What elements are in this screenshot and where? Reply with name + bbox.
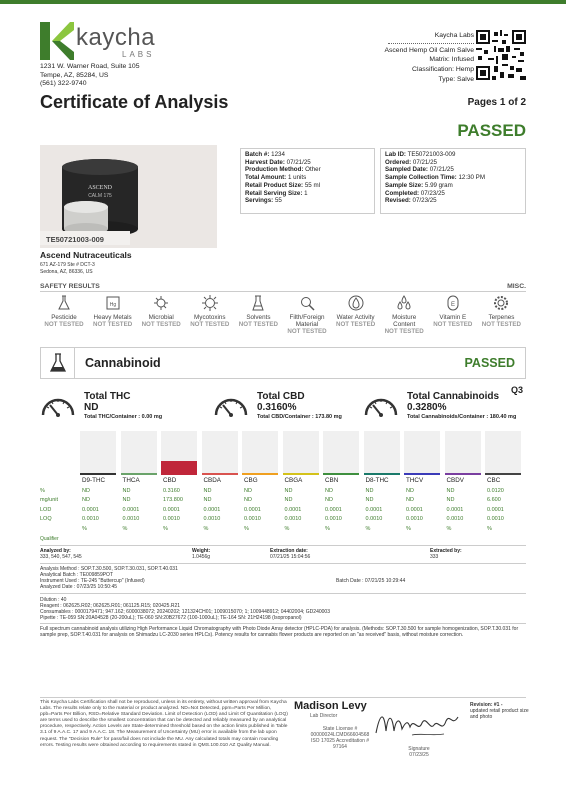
microbe-icon — [152, 294, 170, 312]
info-key: Production Method: — [245, 166, 304, 174]
safety-item-status: NOT TESTED — [92, 321, 133, 328]
safety-item — [331, 294, 381, 328]
sample-label: TE50721003-009 — [46, 235, 104, 244]
info-row — [245, 166, 370, 174]
signer-name: Madison Levy — [294, 700, 367, 712]
bar-cbdv — [445, 431, 481, 475]
table-column-header: CBGA — [284, 477, 303, 484]
bar-base — [364, 473, 400, 475]
table-cell: 0.0010 — [284, 516, 302, 523]
info-row — [245, 159, 370, 167]
svg-text:Hg: Hg — [109, 302, 116, 308]
beaker-icon — [249, 294, 267, 312]
table-cell: % — [406, 525, 411, 532]
table-cell: ND — [446, 497, 455, 504]
info-value: 07/21/25 — [286, 158, 311, 166]
dilution: Dilution : 40 — [40, 597, 67, 603]
bar-d8-thc — [364, 431, 400, 475]
safety-item-name: Microbial — [148, 314, 174, 321]
divider — [40, 291, 526, 292]
lab-address — [40, 63, 140, 89]
safety-heading: SAFETY RESULTS — [40, 283, 100, 290]
logo-wordmark: kaycha — [76, 24, 156, 51]
batch-date: Batch Date : 07/21/25 10:29:44 — [336, 578, 406, 584]
table-cell: ND — [122, 497, 131, 504]
bar-base — [323, 473, 359, 475]
info-row — [385, 190, 521, 198]
analyzed-by — [40, 548, 82, 560]
table-column-header: D9-THC — [82, 477, 106, 484]
weight-label: Weight: — [192, 548, 211, 554]
table-column-header: CBG — [244, 477, 258, 484]
analyzed-date: Analyzed Date : 07/23/25 10:50:45 — [40, 584, 118, 590]
safety-item-name: Filth/Foreign Material — [289, 314, 325, 328]
info-value: 1 — [304, 189, 308, 197]
drop-icon — [347, 294, 365, 312]
safety-item-status: NOT TESTED — [287, 328, 327, 335]
table-cell: 0.0001 — [487, 506, 504, 513]
product-jar-image — [40, 145, 217, 248]
bar-base — [161, 473, 197, 475]
weight-value: 1.0456g — [192, 554, 211, 560]
iso-label: ISO 17025 Accreditation # — [310, 738, 370, 745]
info-row — [245, 174, 370, 182]
table-cell: ND — [325, 488, 333, 494]
table-cell: 0.0010 — [406, 516, 423, 523]
quarter-label: Q3 — [511, 385, 524, 395]
info-value: 55 — [274, 197, 282, 205]
gauge-icon — [40, 393, 76, 419]
bar-d9-thc — [80, 431, 116, 475]
extracted-by — [430, 548, 462, 560]
total-value: 0.3280% — [407, 402, 447, 413]
info-value: 07/21/25 — [429, 166, 454, 174]
analytical-batch: Analytical Batch : TE009859POT — [40, 572, 114, 578]
safety-item — [136, 294, 186, 328]
info-key: Completed: — [385, 189, 420, 197]
table-cell: % — [82, 525, 87, 532]
cannabinoid-header — [40, 347, 526, 379]
table-cell: 6.600 — [487, 497, 501, 504]
total-label — [407, 391, 499, 413]
table-cell: % — [122, 525, 128, 532]
safety-item-name: Pesticide — [51, 314, 77, 321]
info-value: 12:30 PM — [458, 174, 485, 182]
instrument-used: Instrument Used : TE-245 "Buttercup" (Infused) — [40, 578, 145, 584]
revision-note — [470, 702, 530, 720]
reagent: Reagent : 062625.R02; 062625.R01; 061125.R15; 020425.R21 — [40, 603, 181, 609]
table-column-header: THCA — [122, 477, 140, 484]
info-row — [245, 190, 370, 198]
table-cell: 0.0010 — [244, 516, 261, 523]
magnifier-icon — [298, 294, 316, 312]
manufacturer-address-line: 671 AZ-179 Ste # DCT-3 — [40, 262, 95, 268]
lab-info-box — [380, 148, 526, 214]
table-cell: 0.3160 — [163, 488, 180, 494]
lab-address-line: Tempe, AZ, 85284, US — [40, 71, 109, 79]
table-cell: % — [284, 525, 290, 532]
total-label — [257, 391, 305, 413]
table-column-header: THCV — [406, 477, 424, 484]
bar-base — [485, 473, 521, 475]
jar-brand-text: ASCEND — [87, 185, 113, 191]
extracted-by-label: Extracted by: — [430, 548, 462, 554]
lab-phone: (561) 322-9740 — [40, 80, 87, 87]
safety-item — [88, 294, 138, 328]
safety-item-status: NOT TESTED — [44, 321, 84, 328]
info-row — [385, 166, 521, 174]
capsule-icon — [444, 294, 462, 312]
product-matrix: Matrix: Infused — [429, 56, 474, 64]
table-cell: 0.0010 — [122, 516, 140, 523]
info-key: Sampled Date: — [385, 166, 428, 174]
bar-base — [202, 473, 238, 475]
bar-cbd — [161, 431, 197, 475]
table-cell: 0.0001 — [406, 506, 423, 513]
bar-cbga — [283, 431, 319, 475]
table-row-label: mg/unit — [40, 497, 59, 504]
analysis-method: Analysis Method : SOP.T.30.500, SOP.T.30.031, SOP.T.40.031 — [40, 566, 178, 572]
info-row — [245, 197, 370, 205]
table-header-row — [40, 477, 526, 485]
info-row — [385, 159, 521, 167]
table-cell: 0.0001 — [446, 506, 464, 513]
table-cell: ND — [284, 488, 293, 494]
revision-title: Revision: #1 - — [470, 702, 503, 708]
table-cell: 0.0001 — [284, 506, 302, 513]
safety-item — [476, 294, 526, 328]
table-cell: ND — [82, 497, 90, 504]
info-row — [245, 151, 370, 159]
table-cell: ND — [406, 488, 414, 494]
total-value: ND — [84, 402, 99, 413]
gear-icon — [492, 294, 510, 312]
logo-mark-icon — [40, 22, 74, 60]
table-column-header: CBN — [325, 477, 339, 484]
table-row — [40, 488, 526, 496]
iso-number: 97164 — [333, 744, 347, 751]
table-cell: 0.0001 — [244, 506, 261, 513]
cannabinoid-title: Cannabinoid — [85, 356, 161, 370]
total-name: Total CBD — [257, 391, 305, 402]
total-per-container: Total THC/Container : 0.00 mg — [84, 414, 163, 420]
table-cell: ND — [406, 497, 414, 504]
info-value: 5.99 gram — [424, 181, 453, 189]
client-info — [384, 31, 474, 85]
divider — [40, 563, 526, 564]
info-row — [385, 151, 521, 159]
table-cell: % — [487, 525, 492, 532]
safety-item-status: NOT TESTED — [384, 328, 424, 335]
info-key: Total Amount: — [245, 174, 287, 182]
bar-base — [242, 473, 278, 475]
flask-icon-box — [41, 348, 75, 378]
table-row-label: LOQ — [40, 516, 52, 523]
qr-code-icon[interactable] — [476, 30, 526, 80]
table-cell: ND — [82, 488, 90, 494]
bar-base — [283, 473, 319, 475]
analyzed-by-value: 333, 540, 547, 545 — [40, 554, 82, 560]
table-cell: 0.0010 — [163, 516, 180, 523]
lab-address-line: 1231 W. Warner Road, Suite 105 — [40, 63, 140, 70]
info-key: Retail Product Size: — [245, 181, 304, 189]
bar-cbc — [485, 431, 521, 475]
table-column-header: CBDA — [203, 477, 221, 484]
safety-results — [40, 294, 526, 344]
table-column-header: CBC — [487, 477, 501, 484]
safety-item-status: NOT TESTED — [335, 321, 376, 328]
table-row — [40, 526, 526, 534]
extracted-by-value: 333 — [430, 554, 439, 560]
safety-item — [428, 294, 478, 328]
total-label — [84, 391, 130, 413]
table-cell: % — [325, 525, 330, 532]
table-cell: 0.0001 — [122, 506, 140, 513]
disclaimer: This Kaycha Labs Certification shall not be reproduced, unless in its entirety, without written approval from Kaycha Labs. The results relate only to the material or product analyzed. ND=Not Detected, ppm=Parts Per Million, ppb=Parts Per Billion, RSD=Relative Standard Deviation. Limit of Detection (LOD) and Limit Of Quantitation (LOQ) are terms used to describe the smallest concentration that can be detected and reliably measured by an analytical procedure, respectively. Action Levels are State-determined threshold based on the action limits published in Table 3.1 of 9 A.A.C. 17 and 9 A.A.C. 18. The Measurement of Uncertainty (MU) error is available from the lab upon request. The "Decision Rule" for pass/fail does not include the MU. Any calculated totals may contain rounding errors. Testing results were obtained according to requirements stated in QMS.100.010 AZ Quality Manual. — [40, 700, 288, 748]
kaycha-logo — [40, 22, 156, 62]
table-cell: ND — [203, 488, 212, 494]
signature-image — [372, 703, 462, 743]
total-per-container: Total CBD/Container : 173.80 mg — [257, 414, 342, 420]
signature-block — [404, 746, 434, 758]
info-value: 55 ml — [304, 181, 320, 189]
safety-item — [282, 294, 332, 335]
cannabinoid-bar-chart — [80, 431, 526, 475]
batch-info-box — [240, 148, 375, 214]
table-cell: ND — [244, 488, 252, 494]
gauge-icon — [363, 393, 399, 419]
extraction-date-label: Extraction date: — [270, 548, 308, 554]
product-type: Type: Salve — [438, 75, 474, 83]
manufacturer-address — [40, 262, 95, 275]
table-cell: ND — [446, 488, 455, 494]
table-cell: 0.0001 — [203, 506, 221, 513]
info-value: TE50721003-009 — [407, 151, 456, 158]
consumables: Consumables : 0000179471; 947.162; 6000038072; 20240202; 121324CH01; 1009015070; 1; 1009448912; 04402004; GD240003 — [40, 609, 330, 615]
gauge-icon — [213, 393, 249, 419]
client-lab-name: Kaycha Labs — [434, 32, 474, 39]
product-classification: Classification: Hemp — [412, 66, 474, 74]
qualifier-label: Qualifier — [40, 536, 59, 542]
info-value: 07/21/25 — [412, 158, 437, 166]
jar-product-text: CALM 175 — [88, 193, 112, 199]
table-cell: 0.0001 — [365, 506, 383, 513]
safety-item-name: Heavy Metals — [93, 314, 132, 321]
table-row — [40, 516, 526, 524]
virus-icon — [201, 294, 219, 312]
bar-thcv — [404, 431, 440, 475]
bar-thca — [121, 431, 157, 475]
bar-cbn — [323, 431, 359, 475]
revision-text: updated retail product size and photo — [470, 708, 529, 720]
product-photo — [40, 145, 217, 248]
method-note: Full spectrum cannabinoid analysis utilizing High Performance Liquid Chromatography with Photo Diode Array detector (HPLC-PDA) for analysis. (Methods: SOP.T.30.500 for sample homogenization, SOP.T.30.031 for sample prep, SOP.T.40.031 for analysis on Shimadzu LC-2030 series HPLCs). Potency results for cannabis flower products are reported on an "as received" basis, without moisture correction. — [40, 626, 519, 638]
safety-item — [185, 294, 235, 328]
table-cell: 173.800 — [163, 497, 183, 504]
manufacturer-address-line: Sedona, AZ, 86336, US — [40, 268, 93, 275]
logo-sub: LABS — [122, 50, 155, 59]
safety-item-name: Solvents — [246, 314, 271, 321]
safety-item — [379, 294, 429, 335]
table-row — [40, 497, 526, 505]
metal-icon — [104, 294, 122, 312]
table-column-header: CBD — [163, 477, 177, 484]
safety-item-status: NOT TESTED — [433, 321, 473, 328]
safety-item-status: NOT TESTED — [190, 321, 230, 328]
table-cell: % — [365, 525, 371, 532]
total-name: Total THC — [84, 391, 131, 402]
drops-icon — [395, 294, 413, 312]
signature-date: 07/23/25 — [409, 752, 429, 758]
safety-item-name: Water Activity — [336, 314, 375, 321]
bar-base — [80, 473, 116, 475]
extraction-date-value: 07/21/25 15:04:56 — [270, 554, 311, 560]
safety-item-status: NOT TESTED — [238, 321, 278, 328]
safety-item — [233, 294, 283, 328]
info-row — [385, 174, 521, 182]
safety-item-status: NOT TESTED — [481, 321, 521, 328]
table-column-header: CBDV — [446, 477, 464, 484]
info-value: 07/23/25 — [420, 189, 445, 197]
weight — [192, 548, 210, 560]
safety-item — [39, 294, 89, 328]
table-cell: % — [244, 525, 249, 532]
safety-item-status: NOT TESTED — [141, 321, 181, 328]
table-cell: 0.0010 — [82, 516, 99, 523]
table-cell: 0.0010 — [203, 516, 221, 523]
info-key: Revised: — [385, 197, 411, 205]
total-name: Total Cannabinoids — [407, 391, 500, 402]
table-cell: 0.0010 — [446, 516, 464, 523]
table-row — [40, 507, 526, 515]
cannabinoid-status: PASSED — [464, 356, 515, 370]
misc-heading: MISC. — [507, 283, 526, 290]
signature-label: Signature — [408, 746, 430, 752]
table-cell: ND — [122, 488, 131, 494]
info-key: Retail Serving Size: — [245, 189, 303, 197]
pipette: Pipette : TE-059 SN:20A04528 (20-200uL); TE-060 SN:20B27672 (100-1000uL); TE-164 SN: 21H24198 (Isopropanol) — [40, 615, 302, 621]
info-value: Other — [305, 166, 321, 174]
page-title: Certificate of Analysis — [40, 92, 229, 112]
info-row — [385, 197, 521, 205]
total-per-container: Total Cannabinoids/Container : 180.40 mg — [407, 414, 517, 420]
info-value: 1234 — [271, 151, 285, 158]
info-key: Harvest Date: — [245, 158, 285, 166]
info-key: Sample Collection Time: — [385, 174, 457, 182]
top-accent-bar — [0, 0, 566, 4]
bar-base — [445, 473, 481, 475]
overall-status-badge: PASSED — [457, 121, 526, 140]
table-column-header: D8-THC — [365, 477, 389, 484]
divider — [40, 593, 526, 594]
license-number: 00000024LCMD66604568 — [310, 732, 370, 739]
table-cell: 0.0001 — [163, 506, 180, 513]
safety-item-name: Vitamin E — [439, 314, 467, 321]
extraction-date — [270, 548, 310, 560]
info-value: 07/23/25 — [412, 197, 437, 205]
bar-cbda — [202, 431, 238, 475]
info-value: 1 units — [287, 174, 307, 182]
table-cell: ND — [244, 497, 252, 504]
table-cell: ND — [203, 497, 212, 504]
divider — [388, 43, 474, 44]
info-row — [385, 182, 521, 190]
safety-item-name: Terpenes — [488, 314, 515, 321]
table-cell: % — [163, 525, 168, 532]
bar-base — [121, 473, 157, 475]
info-key: Lab ID: — [385, 151, 406, 158]
table-cell: ND — [365, 497, 374, 504]
table-row-label: % — [40, 488, 45, 494]
table-cell: 0.0001 — [82, 506, 99, 513]
safety-item-name: Moisture Content — [392, 314, 417, 328]
bar-cbg — [242, 431, 278, 475]
table-cell: 0.0010 — [365, 516, 383, 523]
table-cell: 0.0010 — [325, 516, 342, 523]
table-cell: ND — [325, 497, 333, 504]
table-row-label: LOD — [40, 506, 52, 513]
info-key: Servings: — [245, 197, 274, 205]
info-key: Batch #: — [245, 151, 270, 158]
table-cell: % — [203, 525, 209, 532]
divider — [40, 623, 526, 624]
table-cell: 0.0120 — [487, 488, 504, 494]
table-cell: 0.0010 — [487, 516, 504, 523]
signer-title: Lab Director — [310, 713, 338, 719]
divider — [40, 697, 526, 698]
analyzed-by-label: Analyzed by: — [40, 548, 71, 554]
license-label: State License # — [322, 726, 358, 732]
page-count: Pages 1 of 2 — [467, 97, 526, 108]
table-cell: ND — [365, 488, 374, 494]
flask-icon — [55, 294, 73, 312]
flask-icon — [41, 348, 75, 378]
product-name: Ascend Hemp Oil Calm Salve — [384, 46, 474, 54]
manufacturer-name: Ascend Nutraceuticals — [40, 250, 132, 260]
total-value: 0.3160% — [257, 402, 297, 413]
info-key: Sample Size: — [385, 181, 424, 189]
divider — [40, 545, 526, 546]
info-key: Ordered: — [385, 158, 412, 166]
safety-item-name: Mycotoxins — [194, 314, 226, 321]
bar-base — [404, 473, 440, 475]
table-cell: ND — [284, 497, 293, 504]
svg-text:E: E — [450, 302, 455, 308]
table-cell: 0.0001 — [325, 506, 342, 513]
table-cell: % — [446, 525, 452, 532]
license-info — [300, 726, 380, 750]
info-row — [245, 182, 370, 190]
